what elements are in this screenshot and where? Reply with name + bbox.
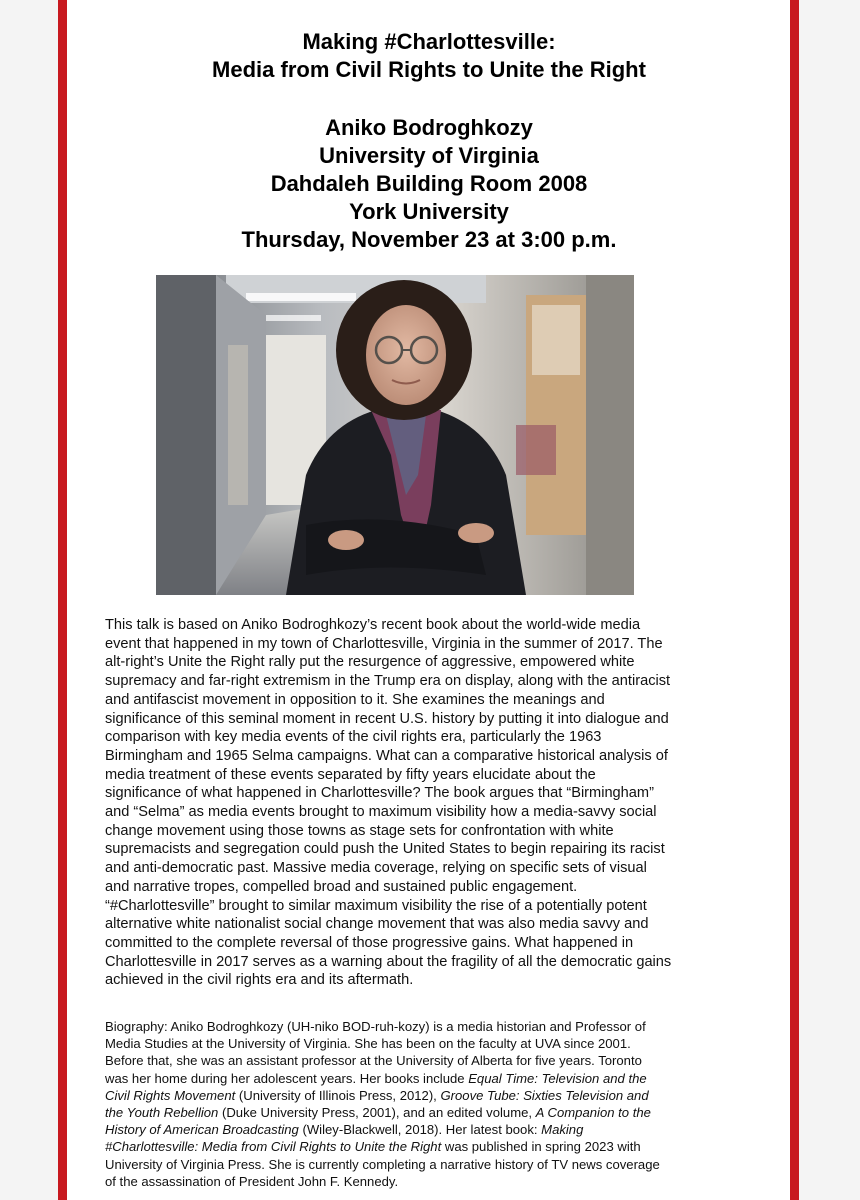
page-margin-right [799,0,860,1200]
abstract-line: significance of this seminal moment in recent U.S. history by putting it into dialogue and [105,710,669,727]
book-title: A Companion to the [535,1105,651,1121]
bio-text: was her home during her adolescent years. Her books include [105,1070,469,1086]
talk-abstract [105,616,770,990]
abstract-line: significance of what happened in Charlottesville? The book argues that “Birmingham” [105,785,654,802]
abstract-line: supremacists and segregation could push the United States to begin repairing its racist [105,841,665,858]
red-border-right [790,0,799,1200]
red-border-left [58,0,67,1200]
abstract-line: and narrative tropes, compelled broad and sustained public engagement. [105,878,578,895]
title-line-2: Media from Civil Rights to Unite the Right [212,57,646,82]
abstract-line: alternative white nationalist social change movement that was also media savvy and [105,916,649,933]
book-title: the Youth Rebellion [105,1105,219,1121]
bio-line: of the assassination of President John F. Kennedy. [105,1173,399,1189]
book-title: Groove Tube: Sixties Television and [440,1087,649,1103]
bio-line [105,1087,770,1104]
abstract-line: “#Charlottesville” brought to similar maximum visibility the rise of a potentially potent [105,897,647,914]
page-margin-left [0,0,58,1200]
book-title: Equal Time: Television and the [468,1070,647,1086]
bio-text: was published in spring 2023 with [441,1139,641,1155]
abstract-line: comparison with key media events of the civil rights era, particularly the 1963 [105,729,602,746]
bio-text: (University of Illinois Press, 2012), [235,1087,441,1103]
bio-line: Biography: Aniko Bodroghkozy (UH-niko BOD-ruh-kozy) is a media historian and Professor of [105,1019,646,1034]
event-room: Dahdaleh Building Room 2008 [270,171,588,196]
abstract-line: and “Selma” as media events brought to maximum visibility how a media-savvy social [105,804,657,821]
talk-title [70,28,788,84]
bio-line [105,1104,770,1121]
abstract-line: event that happened in my town of Charlottesville, Virginia in the summer of 2017. The [105,635,663,652]
speaker-name: Aniko Bodroghkozy [325,115,533,140]
bio-line: University of Virginia Press. She is currently completing a narrative history of TV news coverage [105,1156,660,1172]
bio-text: (Wiley-Blackwell, 2018). Her latest book: [298,1122,542,1138]
title-line-1: Making #Charlottesville: [302,29,556,54]
bio-line: Media Studies at the University of Virginia. She has been on the faculty at UVA since 2001. [105,1036,631,1052]
speaker-photo [156,275,634,595]
abstract-line: and anti-democratic past. Massive media coverage, relying on specific sets of visual [105,860,647,877]
abstract-line: Birmingham and 1965 Selma campaigns. What can a comparative historical analysis of [105,747,668,764]
book-title: #Charlottesville: Media from Civil Rights to Unite the Right [105,1139,442,1155]
bio-line [105,1070,770,1087]
book-title: Making [541,1122,584,1138]
abstract-line: supremacy and far-right extremism in the Trump era on display, along with the antiracist [105,673,671,690]
event-venue: York University [349,199,509,224]
speaker-affiliation: University of Virginia [319,143,539,168]
abstract-line: achieved in the civil rights era and its aftermath. [105,972,414,989]
bio-line [105,1121,770,1138]
book-title: History of American Broadcasting [105,1122,299,1138]
bio-line [105,1138,770,1155]
event-details [70,114,788,254]
bio-text: (Duke University Press, 2001), and an edited volume, [218,1105,536,1121]
abstract-line: committed to the complete reversal of those progressive gains. What happened in [105,934,634,951]
abstract-line: Charlottesville in 2017 serves as a warning about the fragility of all the democratic gains [105,953,672,970]
abstract-line: change movement using those towns as stage sets for confrontation with white [105,822,614,839]
abstract-line: alt-right’s Unite the Right rally put the resurgence of aggressive, empowered white [105,654,635,671]
book-title: Civil Rights Movement [105,1087,236,1103]
event-datetime: Thursday, November 23 at 3:00 p.m. [241,227,617,252]
bio-line: Before that, she was an assistant professor at the University of Alberta for five years. Toronto [105,1053,642,1069]
speaker-biography [105,1018,770,1190]
abstract-line: and antifascist movement in opposition to it. She examines the meanings and [105,691,605,708]
abstract-line: media treatment of these events separated by fifty years elucidate about the [105,766,596,783]
abstract-line: This talk is based on Aniko Bodroghkozy’s recent book about the world-wide media [105,617,641,633]
